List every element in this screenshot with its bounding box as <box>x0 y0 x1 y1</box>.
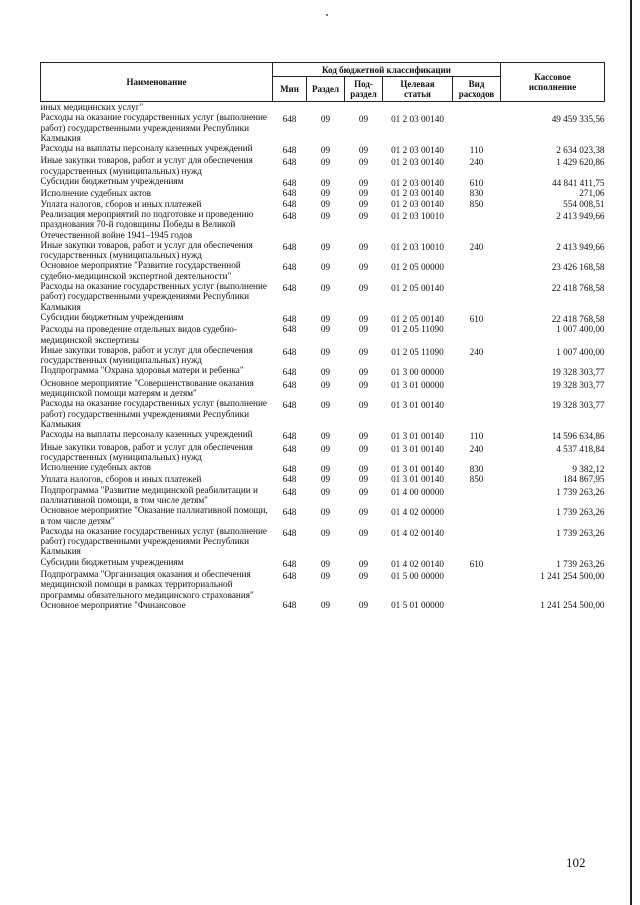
row-amount: 19 328 303,77 <box>551 379 605 390</box>
header-expense-type: Вид расходов <box>453 77 501 102</box>
row-podrazdel: 09 <box>358 486 369 497</box>
row-expense-type <box>453 378 501 399</box>
row-podrazdel: 09 <box>358 346 369 357</box>
row-name: Расходы на оказание государственных услуг (выполнение работ) государственными учреждениями Республики Калмыкия <box>40 112 267 143</box>
row-podrazdel: 09 <box>358 443 369 454</box>
row-target: 01 4 00 00000 <box>391 486 444 497</box>
row-razdel: 09 <box>320 527 331 538</box>
row-target: 01 2 03 00140 <box>391 178 444 189</box>
row-amount: 1 739 263,26 <box>556 558 605 569</box>
row-expense-type: 610 <box>469 558 484 569</box>
row-target: 01 2 05 11090 <box>391 324 444 335</box>
row-min: 648 <box>282 474 297 485</box>
row-min: 648 <box>282 198 297 209</box>
row-amount: 1 739 263,26 <box>556 486 605 497</box>
row-name: Исполнение судебных актов <box>40 188 152 199</box>
row-name: Основное мероприятие "Оказание паллиативной помощи, в том числе детям" <box>40 505 268 526</box>
row-razdel: 09 <box>320 379 331 390</box>
row-amount: 14 596 634,86 <box>551 431 605 442</box>
row-target: 01 2 03 00140 <box>391 188 444 199</box>
row-razdel: 09 <box>320 313 331 324</box>
row-name: Субсидии бюджетным учреждениям <box>40 556 184 567</box>
row-amount: 271,06 <box>579 188 605 199</box>
row-expense-type <box>453 365 501 377</box>
row-name: Субсидии бюджетным учреждениям <box>40 311 184 322</box>
row-amount: 22 418 768,58 <box>551 283 605 294</box>
row-min: 648 <box>282 431 297 442</box>
table-row <box>41 281 605 312</box>
row-amount: 44 841 411,75 <box>552 178 605 189</box>
row-razdel: 09 <box>320 188 331 199</box>
row-min: 648 <box>282 157 297 168</box>
row-expense-type <box>453 102 501 113</box>
row-target: 01 3 01 00000 <box>391 379 444 390</box>
table-body <box>41 102 605 611</box>
row-amount: 2 634 023,38 <box>556 145 605 156</box>
row-min: 648 <box>282 188 297 199</box>
table-row <box>41 312 605 324</box>
row-target: 01 2 03 10010 <box>391 210 444 221</box>
row-name: Подпрограмма "Организация оказания и обеспечения медицинской помощи в рамках территориальной программы обязательного медицинского страхования" <box>40 569 254 600</box>
row-name: Основное мероприятие "Развитие государственной судебно-медицинской экспертной деятельности" <box>40 260 241 281</box>
table-row <box>41 112 605 143</box>
row-name: Расходы на оказание государственных услуг (выполнение работ) государственными учреждениями Республики Калмыкия <box>40 281 267 312</box>
row-podrazdel: 09 <box>358 464 369 475</box>
table-row <box>41 462 605 474</box>
table-row <box>41 474 605 484</box>
row-target: 01 2 05 00140 <box>391 283 444 294</box>
row-name: Основное мероприятие "Совершенствование оказания медицинской помощи матерям и детям" <box>40 377 254 399</box>
row-min: 648 <box>282 599 297 610</box>
table-row <box>41 526 605 557</box>
row-razdel: 09 <box>320 198 331 209</box>
row-razdel: 09 <box>320 210 331 221</box>
row-podrazdel: 09 <box>358 431 369 442</box>
row-expense-type <box>453 526 501 557</box>
row-podrazdel: 09 <box>358 367 369 378</box>
row-razdel: 09 <box>320 283 331 294</box>
row-podrazdel: 09 <box>358 114 369 125</box>
row-expense-type: 830 <box>469 188 484 199</box>
row-min: 648 <box>282 379 297 390</box>
row-podrazdel: 09 <box>358 262 369 273</box>
row-razdel: 09 <box>320 571 331 582</box>
row-amount: 2 413 949,66 <box>556 210 605 221</box>
row-min: 648 <box>282 114 297 125</box>
row-amount: 9 382,12 <box>572 464 605 475</box>
row-podrazdel: 09 <box>358 198 369 209</box>
row-target: 01 2 03 00140 <box>391 157 444 168</box>
row-target: 01 3 00 00000 <box>391 367 444 378</box>
table-row <box>41 569 605 600</box>
row-expense-type: 240 <box>469 157 484 168</box>
row-podrazdel: 09 <box>358 558 369 569</box>
row-name: Иные закупки товаров, работ и услуг для обеспечения государственных (муниципальных) нужд <box>40 155 253 176</box>
row-target: 01 3 01 00140 <box>391 464 444 475</box>
row-target: 01 4 02 00000 <box>391 507 444 518</box>
table-row <box>41 378 605 399</box>
table-row <box>41 199 605 209</box>
row-expense-type <box>453 112 501 143</box>
row-razdel: 09 <box>320 324 331 335</box>
row-expense-type: 110 <box>469 431 484 442</box>
row-razdel: 09 <box>320 400 331 411</box>
row-amount: 1 007 400,00 <box>556 324 605 335</box>
table-row <box>41 209 605 240</box>
row-name: Расходы на проведение отдельных видов судебно-медицинской экспертизы <box>40 324 237 345</box>
row-razdel <box>307 102 345 113</box>
row-podrazdel: 09 <box>358 178 369 189</box>
row-expense-type <box>453 505 501 526</box>
row-target: 01 3 01 00140 <box>391 443 444 454</box>
row-podrazdel: 09 <box>358 145 369 156</box>
row-min: 648 <box>282 324 297 335</box>
row-razdel: 09 <box>320 367 331 378</box>
row-razdel: 09 <box>320 507 331 518</box>
row-target: 01 2 03 00140 <box>391 145 444 156</box>
row-min: 648 <box>282 313 297 324</box>
row-razdel: 09 <box>320 178 331 189</box>
row-amount: 1 241 254 500,00 <box>540 571 605 582</box>
row-podrazdel: 09 <box>358 157 369 168</box>
scan-speck <box>326 14 328 16</box>
row-razdel: 09 <box>320 157 331 168</box>
row-podrazdel: 09 <box>358 283 369 294</box>
row-target: 01 4 02 00140 <box>391 558 444 569</box>
row-name: Субсидии бюджетным учреждениям <box>40 176 184 187</box>
row-podrazdel: 09 <box>358 507 369 518</box>
row-amount: 1 007 400,00 <box>556 346 605 357</box>
budget-execution-table <box>40 62 605 610</box>
row-min: 648 <box>282 178 297 189</box>
row-amount: 2 413 949,66 <box>556 241 605 252</box>
row-expense-type <box>453 281 501 312</box>
row-min: 648 <box>282 571 297 582</box>
row-target: 01 5 00 00000 <box>391 571 444 582</box>
row-target: 01 5 01 00000 <box>391 599 444 610</box>
row-razdel: 09 <box>320 262 331 273</box>
header-name: Наименование <box>41 63 273 102</box>
row-razdel: 09 <box>320 486 331 497</box>
table-row <box>41 345 605 366</box>
table-row <box>41 557 605 569</box>
row-target: 01 2 03 00140 <box>391 198 444 209</box>
row-amount: 184 867,95 <box>563 474 605 485</box>
row-name: Иные закупки товаров, работ и услуг для обеспечения государственных (муниципальных) нужд <box>40 441 253 462</box>
table-row <box>41 485 605 506</box>
table-row <box>41 442 605 463</box>
row-podrazdel: 09 <box>358 379 369 390</box>
row-target: 01 2 03 00140 <box>391 114 444 125</box>
header-podrazdel: Под- раздел <box>345 77 383 102</box>
row-expense-type <box>453 260 501 281</box>
table-row <box>41 155 605 176</box>
row-name: Иные закупки товаров, работ и услуг для обеспечения государственных (муниципальных) нужд <box>40 239 253 261</box>
row-amount: 22 418 768,58 <box>551 313 605 324</box>
row-podrazdel: 09 <box>358 188 369 199</box>
row-expense-type: 850 <box>469 198 484 209</box>
row-razdel: 09 <box>320 145 331 156</box>
row-podrazdel: 09 <box>358 571 369 582</box>
row-min: 648 <box>282 400 297 411</box>
row-amount: 19 328 303,77 <box>551 400 605 411</box>
row-amount: 1 241 254 500,00 <box>540 599 605 610</box>
table-row <box>41 188 605 198</box>
row-min: 648 <box>282 464 297 475</box>
row-target: 01 2 05 11090 <box>391 346 444 357</box>
row-name: Иные закупки товаров, работ и услуг для обеспечения государственных (муниципальных) нужд <box>40 344 253 366</box>
row-expense-type: 610 <box>469 178 484 189</box>
row-target: 01 2 05 00140 <box>391 313 444 324</box>
row-min: 648 <box>282 558 297 569</box>
row-razdel: 09 <box>320 346 331 357</box>
row-expense-type: 240 <box>469 241 484 252</box>
row-razdel: 09 <box>320 431 331 442</box>
header-execution: Кассовое исполнение <box>501 63 605 102</box>
row-min: 648 <box>282 507 297 518</box>
row-min: 648 <box>282 262 297 273</box>
row-name: Расходы на оказание государственных услуг (выполнение работ) государственными учреждениями Республики Калмыкия <box>40 525 267 557</box>
row-name: Расходы на выплаты персоналу казенных учреждений <box>40 429 253 440</box>
row-amount: 23 426 168,58 <box>551 262 605 273</box>
row-podrazdel: 09 <box>358 324 369 335</box>
table-row <box>41 505 605 526</box>
row-min: 648 <box>282 210 297 221</box>
row-min: 648 <box>282 145 297 156</box>
row-name: Исполнение судебных актов <box>40 462 152 473</box>
table-row <box>41 365 605 377</box>
row-amount: 554 008,51 <box>563 198 605 209</box>
row-podrazdel: 09 <box>358 313 369 324</box>
row-podrazdel: 09 <box>358 210 369 221</box>
table-row <box>41 260 605 281</box>
row-amount: 4 537 418,84 <box>556 443 605 454</box>
row-expense-type <box>453 209 501 240</box>
table-row <box>41 176 605 188</box>
row-expense-type: 830 <box>469 464 484 475</box>
row-razdel: 09 <box>320 464 331 475</box>
row-name: Уплата налогов, сборов и иных платежей <box>40 198 202 209</box>
row-expense-type <box>453 485 501 506</box>
table-header <box>41 63 605 102</box>
header-razdel: Раздел <box>307 77 345 102</box>
row-amount: 49 459 335,56 <box>551 114 605 125</box>
header-min: Мин <box>273 77 307 102</box>
row-amount: 19 328 303,77 <box>551 367 605 378</box>
row-razdel: 09 <box>320 114 331 125</box>
row-min: 648 <box>282 443 297 454</box>
row-target: 01 4 02 00140 <box>391 527 444 538</box>
table-row <box>41 240 605 261</box>
row-min: 648 <box>282 241 297 252</box>
row-name: Уплата налогов, сборов и иных платежей <box>40 474 202 485</box>
row-expense-type: 240 <box>469 443 484 454</box>
row-name: Реализация мероприятий по подготовке и проведению празднования 70-й годовщины Победы в Великой Отечественной войне 1941–1945 годов <box>40 208 254 240</box>
row-min: 648 <box>282 527 297 538</box>
row-expense-type <box>453 398 501 429</box>
table-row <box>41 398 605 429</box>
row-podrazdel: 09 <box>358 400 369 411</box>
row-min <box>273 102 307 113</box>
row-target: 01 3 01 00140 <box>391 431 444 442</box>
row-target <box>383 102 453 113</box>
row-target: 01 2 05 00000 <box>391 262 444 273</box>
row-razdel: 09 <box>320 599 331 610</box>
header-target: Целевая статья <box>383 77 453 102</box>
row-podrazdel: 09 <box>358 474 369 485</box>
row-name: Подпрограмма "Развитие медицинской реабилитации и паллиативной помощи, в том числе детям" <box>40 484 258 505</box>
row-name: Расходы на оказание государственных услуг (выполнение работ) государственными учреждениями Республики Калмыкия <box>40 398 267 429</box>
row-amount: 1 739 263,26 <box>556 507 605 518</box>
row-name: Подпрограмма "Охрана здоровья матери и ребенка" <box>40 365 244 376</box>
page-number: 102 <box>566 855 586 870</box>
row-expense-type <box>453 600 501 610</box>
row-podrazdel: 09 <box>358 527 369 538</box>
row-podrazdel: 09 <box>358 241 369 252</box>
row-min: 648 <box>282 486 297 497</box>
table-row <box>41 429 605 441</box>
row-podrazdel: 09 <box>358 599 369 610</box>
row-podrazdel <box>345 102 383 113</box>
row-expense-type: 610 <box>469 313 484 324</box>
table-row <box>41 143 605 155</box>
row-amount: 1 429 620,86 <box>556 157 605 168</box>
row-razdel: 09 <box>320 474 331 485</box>
row-min: 648 <box>282 283 297 294</box>
table-row <box>41 324 605 345</box>
scan-edge-line <box>630 0 632 905</box>
row-expense-type: 850 <box>469 474 484 485</box>
row-razdel: 09 <box>320 241 331 252</box>
row-name: Расходы на выплаты персоналу казенных учреждений <box>40 143 253 154</box>
row-target: 01 3 01 00140 <box>391 400 444 411</box>
row-name: Основное мероприятие "Финансовое <box>40 599 186 610</box>
table-row <box>41 102 605 113</box>
row-expense-type <box>453 569 501 600</box>
row-name: иных медицинских услуг" <box>40 102 144 112</box>
row-expense-type: 240 <box>469 346 484 357</box>
row-min: 648 <box>282 367 297 378</box>
row-expense-type <box>453 324 501 345</box>
row-min: 648 <box>282 346 297 357</box>
row-razdel: 09 <box>320 443 331 454</box>
header-budget-code: Код бюджетной классификации <box>273 63 501 77</box>
table-row <box>41 600 605 610</box>
row-target: 01 3 01 00140 <box>391 474 444 485</box>
row-amount: 1 739 263,26 <box>556 527 605 538</box>
row-amount <box>501 102 605 113</box>
row-razdel: 09 <box>320 558 331 569</box>
row-target: 01 2 03 10010 <box>391 241 444 252</box>
row-expense-type: 110 <box>469 145 484 156</box>
